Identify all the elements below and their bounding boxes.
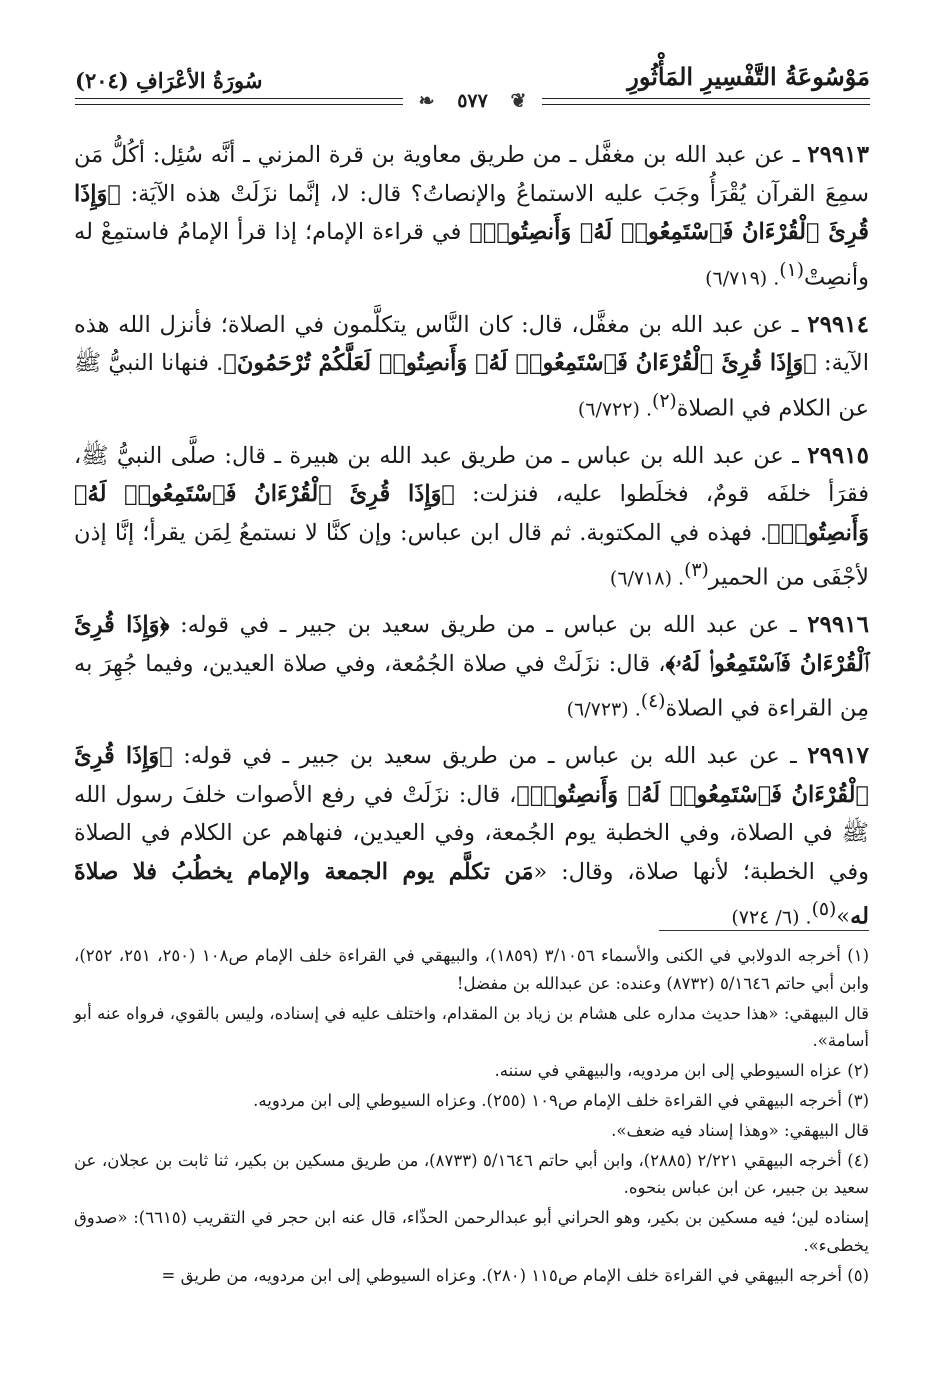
footnote-marker[interactable]: (١): [779, 259, 805, 281]
entry-text-cont: في قراءة الإمام؛ إذا قرأ الإمامُ فاستمِعْ له وأنصِتْ: [74, 219, 869, 290]
quran-quote: ﴿وَإِذَا قُرِئَ ٱلْقُرْءَانُ فَٱسْتَمِعُوا۟ لَهُۥ وَأَنصِتُوا۟﴾: [74, 481, 869, 546]
footnote-3: (٣) أخرجه البيهقي في القراءة خلف الإمام ص١٠٩ (٢٥٥). وعزاه السيوطي إلى ابن مردويه.: [253, 1090, 869, 1110]
ornament-left-icon: ❦: [502, 90, 534, 112]
volume-ref: . (٦/٧٢٢): [577, 398, 653, 420]
footnote-marker[interactable]: (٥): [811, 899, 837, 920]
volume-ref: . (٦/٧٢٣): [566, 698, 641, 721]
entry-number: ٢٩٩١٥: [807, 441, 869, 469]
entry-text: ـ عن عبد الله بن مغفَّل ـ من طريق معاوية بن قرة المزني ـ أنَّه سُئِل: أكُلُّ مَن سمِعَ القرآن يُقْرَأُ وجَبَ عليه الاستماعُ والإنصاتُ؟ قال: لا، إنَّما نزَلَتْ هذه الآيَة:: [74, 142, 869, 207]
footnote-4-comment: إسناده لين؛ فيه مسكين بن بكير، وهو الحراني أبو عبدالرحمن الحذّاء، قال عنه ابن حجر في التقريب (٦٦١٥): «صدوق يخطىء».: [74, 1208, 870, 1255]
quran-quote: ﴿وَإِذَا قُرِئَ ٱلْقُرْءَانُ فَٱسْتَمِعُوا۟ لَهُۥ﴾: [74, 612, 869, 677]
entry-text: ـ عن عبد الله بن عباس ـ من طريق سعيد بن جبير ـ في قوله:: [172, 743, 808, 769]
footnote-separator: [659, 930, 869, 931]
entry-29915: [74, 437, 869, 599]
entry-text-cont: . فنهانا النبيُّ ﷺ عن الكلام في الصلاة: [74, 350, 869, 421]
footnote-1-comment: قال البيهقي: «هذا حديث مداره على هشام بن زياد بن المقدام، واختلف عليه في إسناده، وليس بالقوي، فرواه عنه أبو أسامة».: [74, 1003, 869, 1051]
main-text: [74, 136, 869, 945]
page-number-box: [403, 90, 543, 112]
footnote-marker[interactable]: (٢): [652, 390, 677, 412]
entry-number: ٢٩٩١٧: [807, 742, 869, 769]
entry-text-cont: ، قال: نزَلَتْ في صلاة الجُمُعة، وفي صلاة العيدين، وفيما جُهِرَ به مِن القراءة في الصلاة: [74, 650, 869, 722]
volume-ref: . (٦/ ٧٢٤): [731, 906, 812, 929]
ornament-right-icon: ❧: [411, 90, 443, 112]
quran-quote: ﴿وَإِذَا قُرِئَ ٱلْقُرْءَانُ فَٱسْتَمِعُوا۟ لَهُۥ وَأَنصِتُوا۟﴾: [74, 180, 869, 245]
footnote-4: (٤) أخرجه البيهقي ٢/٢٢١ (٢٨٨٥)، وابن أبي حاتم ٥/١٦٤٦ (٨٧٣٣)، من طريق مسكين بن بكير، ثنا ثابت بن عجلان، عن سعيد بن جبير، عن ابن عباس بنحوه.: [74, 1150, 870, 1198]
volume-ref: . (٦/٧١٨): [609, 567, 685, 590]
entry-text: ـ عن عبد الله بن عباس ـ من طريق عبد الله بن هبيرة ـ قال: صلَّى النبيُّ ﷺ، فقرَأ خلفَه قومٌ، فخلَطوا عليه، فنزلت:: [74, 442, 869, 507]
entry-text-cont: . فهذه في المكتوبة. ثم قال ابن عباس: وإن كنَّا لا نستمعُ لِمَن يقرأ؛ إنَّا إذن لأجْفَى من الحمير: [74, 519, 869, 591]
footnote-1: (١) أخرجه الدولابي في الكنى والأسماء ٣/١٠٥٦ (١٨٥٩)، والبيهقي في القراءة خلف الإمام ص١٠٨ (٢٥٠، ٢٥١، ٢٥٢)، وابن أبي حاتم ٥/١٦٤٦ (٨٧٣٢) وعنده: عن عبدالله بن مفضل!: [74, 946, 870, 993]
entry-29914: [74, 306, 869, 429]
book-title: مَوْسُوعَةُ التَّفْسِيرِ المَأْثُورِ: [627, 62, 870, 91]
entry-29916: [74, 606, 869, 729]
page-header: [75, 60, 870, 118]
entry-text-close: »: [836, 903, 851, 930]
entry-text: ـ عن عبد الله بن عباس ـ من طريق سعيد بن جبير ـ في قوله:: [169, 612, 808, 638]
entry-text: ـ عن عبد الله بن مغفَّل، قال: كان النَّاس يتكلَّمون في الصلاة؛ فأنزل الله هذه الآية:: [74, 311, 869, 376]
entry-number: ٢٩٩١٤: [807, 310, 869, 338]
footnote-3-comment: قال البيهقي: «وهذا إسناد فيه ضعف».: [611, 1120, 869, 1140]
quran-quote: ﴿وَإِذَا قُرِئَ ٱلْقُرْءَانُ فَٱسْتَمِعُوا۟ لَهُۥ وَأَنصِتُوا۟ لَعَلَّكُمْ تُرْحَمُونَ﴾: [223, 350, 817, 376]
footnote-2: (٢) عزاه السيوطي إلى ابن مردويه، والبيهقي في سننه.: [494, 1061, 869, 1081]
quran-quote: ﴿وَإِذَا قُرِئَ ٱلْقُرْءَانُ فَٱسْتَمِعُوا۟ لَهُۥ وَأَنصِتُوا۟﴾: [74, 743, 869, 808]
footnote-marker[interactable]: (٤): [640, 691, 666, 712]
entry-number: ٢٩٩١٣: [807, 141, 869, 168]
entry-text-cont: ، قال: نزَلَتْ في رفع الأصوات خلفَ رسول الله ﷺ في الصلاة، وفي الخطبة يوم الجُمعة، وفي العيدين، فنهاهم عن الكلام في الصلاة وفي الخطبة؛ لأنها صلاة، وقال: «: [74, 781, 869, 885]
footnote-marker[interactable]: (٣): [684, 560, 709, 581]
entry-29913: [74, 136, 869, 298]
footnote-5: (٥) أخرجه البيهقي في القراءة خلف الإمام ص١١٥ (٢٨٠). وعزاه السيوطي إلى ابن مردويه، من طريق =: [161, 1265, 869, 1285]
entry-number: ٢٩٩١٦: [807, 611, 869, 638]
volume-ref: . (٦/٧١٩): [705, 267, 780, 289]
page-number: ٥٧٧: [449, 90, 496, 112]
surah-title: سُورَةُ الأعْرَافِ (٢٠٤): [75, 68, 263, 93]
footnotes: [74, 942, 869, 1292]
entry-29917: [74, 737, 869, 937]
hadith-quote: مَن تكلَّم يوم الجمعة والإمام يخطُبُ فلا صلاةَ له: [74, 858, 869, 930]
